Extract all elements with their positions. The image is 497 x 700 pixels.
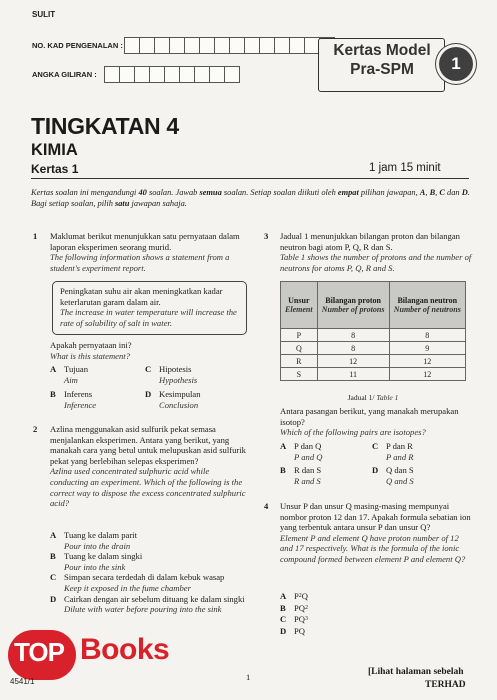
table-row: R 12 12: [281, 355, 466, 368]
ic-number-label: NO. KAD PENGENALAN :: [32, 41, 123, 50]
q3-text: Jadual 1 menunjukkan bilangan proton dan bilangan neutron bagi atom P, Q, R dan S.: [280, 231, 460, 252]
question-3-number: 3: [264, 231, 269, 241]
q1-ask-text-en: What is this statement?: [50, 350, 130, 361]
question-2-number: 2: [33, 424, 38, 434]
candidate-number-label: ANGKA GILIRAN :: [32, 70, 97, 79]
q4-text-en: Element P and element Q have proton number of 12 and 17 respectively. What is the formula of the ionic compound formed between element P and element Q?: [280, 532, 466, 564]
ic-number-boxes[interactable]: [124, 37, 334, 54]
table-row: S 11 12: [281, 368, 466, 381]
q4-option-c[interactable]: C PQ 3: [280, 614, 308, 625]
badge-title-line2: Pra-SPM: [350, 61, 414, 78]
q2-options: [50, 530, 248, 615]
badge-number: 1: [451, 54, 461, 73]
subject-title: KIMIA: [31, 141, 78, 159]
q2-option-d[interactable]: D Cairkan dengan air sebelum dituang ke dalam singki Dilute with water before pouring into the sink: [50, 593, 245, 615]
q3-ask-text-en: Which of the following pairs are isotopes?: [280, 427, 426, 438]
candidate-number-boxes[interactable]: [104, 66, 239, 83]
question-3: [280, 231, 472, 273]
duration: 1 jam 15 minit: [369, 162, 441, 174]
q1-statement: [60, 286, 240, 328]
table-header-neutrons: Bilangan neutron Number of neutrons: [389, 282, 465, 329]
q4-option-a[interactable]: A P 2 Q: [280, 591, 308, 601]
paper-title: Kertas 1: [31, 162, 79, 176]
badge-number-circle: [439, 47, 473, 81]
q4-option-d[interactable]: D PQ: [280, 625, 305, 636]
logo-top-text: TOP: [14, 637, 64, 667]
q4-text: Unsur P dan unsur Q masing-masing mempunyai nombor proton 12 dan 17. Apakah formula sebatian ion yang terbentuk antara unsur P dan unsur Q?: [280, 501, 471, 533]
restricted-label: TERHAD: [425, 680, 466, 690]
q3-ask: [280, 406, 472, 438]
question-1-number: 1: [33, 231, 38, 241]
title-divider: [31, 178, 469, 179]
q2-option-a[interactable]: A Tuang ke dalam parit Pour into the drain: [50, 530, 137, 551]
q2-text-en: Azlina used concentrated sulphuric acid while conducting an experiment. Which of the following is the correct way to dispose the excess concentrated sulphuric acid?: [50, 466, 246, 509]
table-row: P 8 8: [281, 329, 466, 342]
q1-box-text: Peningkatan suhu air akan meningkatkan kadar keterlarutan garam dalam air.: [60, 286, 223, 307]
q3-option-d[interactable]: D Q dan S Q and S: [372, 465, 414, 486]
table-caption: Jadual 1/ Table 1: [347, 393, 399, 402]
q3-option-a[interactable]: A P dan Q P and Q: [280, 441, 323, 462]
q1-option-b[interactable]: B Inferens Inference: [50, 389, 97, 410]
q1-text-en: The following information shows a statement from a student's experiment report.: [50, 252, 230, 273]
q1-ask-text: Apakah pernyataan ini?: [50, 340, 132, 350]
q3-ask-text: Antara pasangan berikut, yang manakah merupakan isotop?: [280, 406, 459, 427]
sulit-label: SULIT: [32, 10, 56, 19]
q1-option-c[interactable]: C Hipotesis Hypothesis: [145, 364, 198, 385]
q1-text: Maklumat berikut menunjukkan satu pernyataan dalam laporan eksperimen seorang murid.: [50, 231, 240, 252]
q4-options: [280, 591, 400, 637]
page-number: 1: [246, 672, 251, 682]
q1-option-d[interactable]: D Kesimpulan Conclusion: [145, 389, 201, 410]
instructions: Kertas soalan ini mengandungi 40 soalan. Jawab semua soalan. Setiap soalan diikuti oleh empat pilihan jawapan, A, B, C dan D. Bagi setiap soalan, pilih satu jawapan sahaja.: [31, 188, 470, 209]
question-2: [50, 424, 248, 509]
q1-ask: [50, 340, 248, 361]
question-1: [50, 231, 248, 273]
form-level-title: TINGKATAN 4: [31, 113, 179, 139]
paper-code: 4541/1: [10, 677, 35, 686]
table-header-protons: Bilangan proton Number of protons: [317, 282, 389, 329]
q2-text: Azlina menggunakan asid sulfurik pekat semasa menjalankan eksperimen. Antara yang berikut, yang manakah cara yang betul untuk melupuskan asid sulfurik pekat yang berlebihan selepas eksperimen?: [50, 424, 246, 466]
q1-option-a[interactable]: A Tujuan Aim: [50, 364, 89, 385]
question-4: [280, 501, 472, 565]
q4-option-b[interactable]: B PQ 2: [280, 602, 308, 613]
q1-box-text-en: The increase in water temperature will increase the rate of solubility of salt in water.: [60, 307, 237, 328]
table-header-element: Unsur Element: [281, 282, 318, 329]
q3-text-en: Table 1 shows the number of protons and the number of neutrons for atoms P, Q, R and S.: [280, 252, 472, 273]
badge-title-line1: Kertas Model: [333, 42, 431, 59]
question-4-number: 4: [264, 501, 269, 511]
q2-option-c[interactable]: C Simpan secara terdedah di dalam kebuk wasap Keep it exposed in the fume chamber: [50, 572, 225, 593]
q3-option-c[interactable]: C P dan R P and R: [372, 441, 414, 462]
logo-books-text: Books: [80, 633, 170, 666]
table-row: Q 8 9: [281, 342, 466, 355]
next-page-note: [Lihat halaman sebelah: [368, 667, 464, 677]
q3-table: [280, 281, 466, 381]
topbooks-logo: [0, 620, 200, 700]
q3-option-b[interactable]: B R dan S R and S: [280, 465, 322, 486]
q2-option-b[interactable]: B Tuang ke dalam singki Pour into the sink: [50, 551, 143, 572]
